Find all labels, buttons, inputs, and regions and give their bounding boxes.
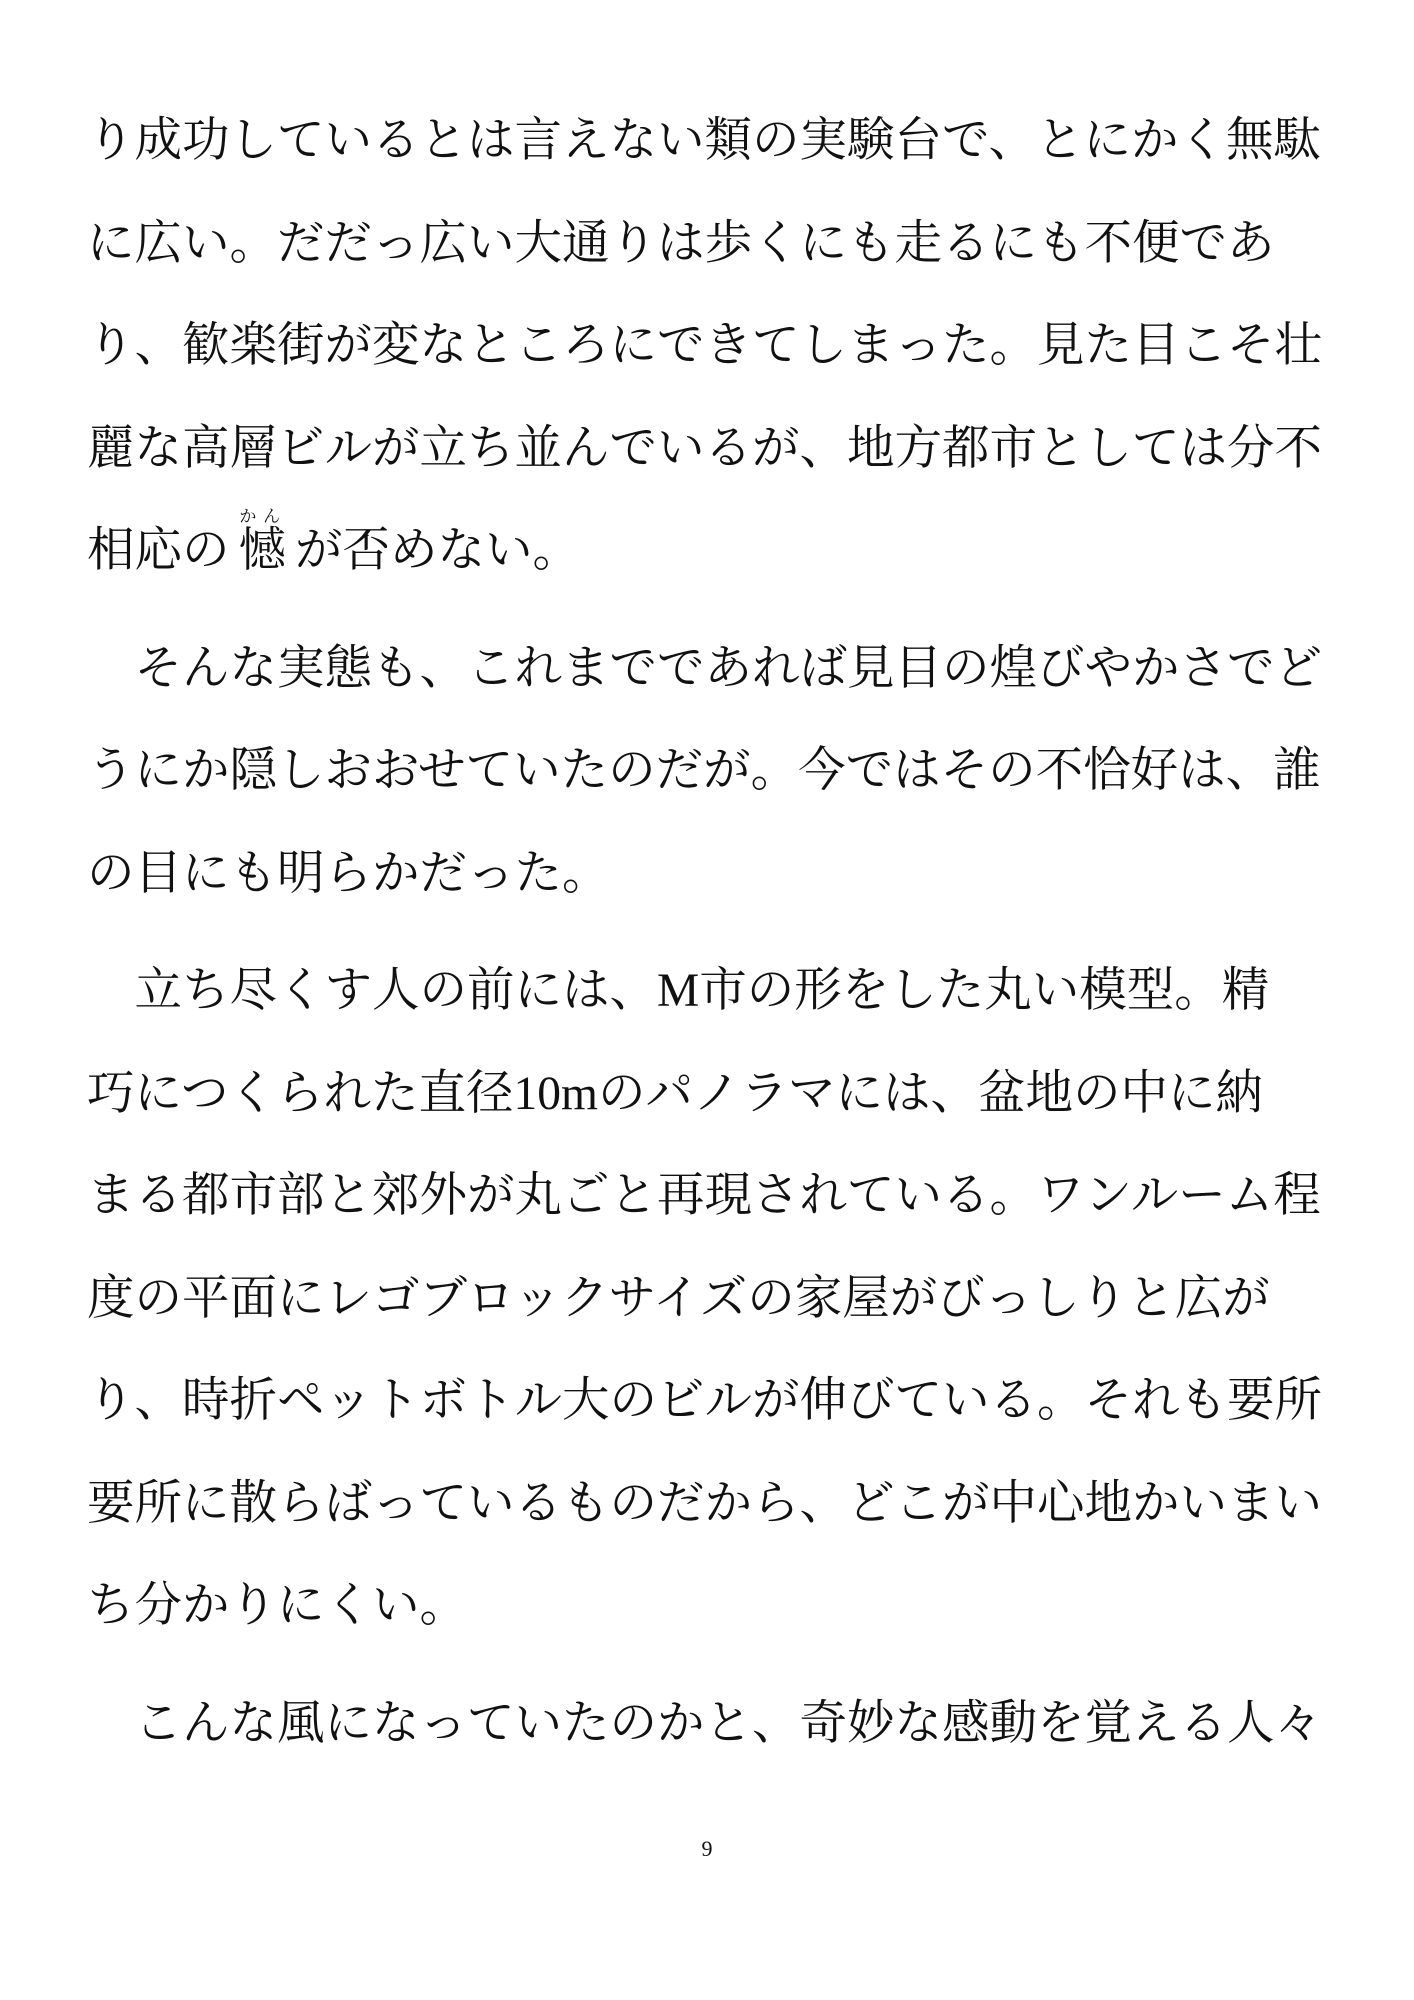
ruby-reading: かん bbox=[238, 507, 286, 526]
text-line: まる都市部と郊外が丸ごと再現されている。ワンルーム程 bbox=[87, 1170, 1321, 1222]
text-line: こんな風になっていたのかと、奇妙な感動を覚える人々 bbox=[134, 1697, 1322, 1750]
text-line: り成功しているとは言えない類の実験台で、とにかく無駄 bbox=[87, 115, 1322, 167]
text-line: 度の平面にレゴブロックサイズの家屋がびっしりと広が bbox=[87, 1272, 1270, 1325]
paragraph-4 bbox=[87, 1673, 1367, 1776]
text-line: 立ち尽くす人の前には、M市の形をした丸い模型。精 bbox=[134, 965, 1270, 1017]
line-segment: が否めない。 bbox=[295, 525, 580, 577]
text-line: うにか隠しおおせていたのだが。今ではその不恰好は、誰 bbox=[87, 745, 1321, 797]
text-line: に広い。だだっ広い大通りは歩くにも走るにも不便であ bbox=[87, 217, 1275, 270]
text-line: 巧につくられた直径10mのパノラマには、盆地の中に納 bbox=[87, 1067, 1263, 1120]
text-line: ち分かりにくい。 bbox=[87, 1580, 467, 1632]
body-text bbox=[87, 90, 1367, 1775]
ruby-annotated-word bbox=[238, 507, 287, 577]
paragraph-3 bbox=[87, 940, 1367, 1658]
line-segment: 相応の bbox=[87, 525, 230, 577]
text-line: 麗な高層ビルが立ち並んでいるが、地方都市としては分不 bbox=[87, 422, 1322, 475]
text-line: り、歓楽街が変なところにできてしまった。見た目こそ壮 bbox=[87, 320, 1322, 372]
paragraph-2 bbox=[87, 618, 1367, 926]
text-line: の目にも明らかだった。 bbox=[87, 847, 610, 900]
ruby-base: 憾 bbox=[238, 525, 286, 577]
text-line: 要所に散らばっているものだから、どこが中心地かいまい bbox=[87, 1477, 1322, 1530]
page-number: 9 bbox=[701, 1836, 713, 1861]
text-line: そんな実態も、これまでであれば見目の煌びやかさでど bbox=[134, 642, 1322, 695]
text-line: り、時折ペットボトル大のビルが伸びている。それも要所 bbox=[87, 1375, 1322, 1427]
text-line bbox=[87, 500, 1367, 603]
paragraph-1 bbox=[87, 90, 1367, 603]
